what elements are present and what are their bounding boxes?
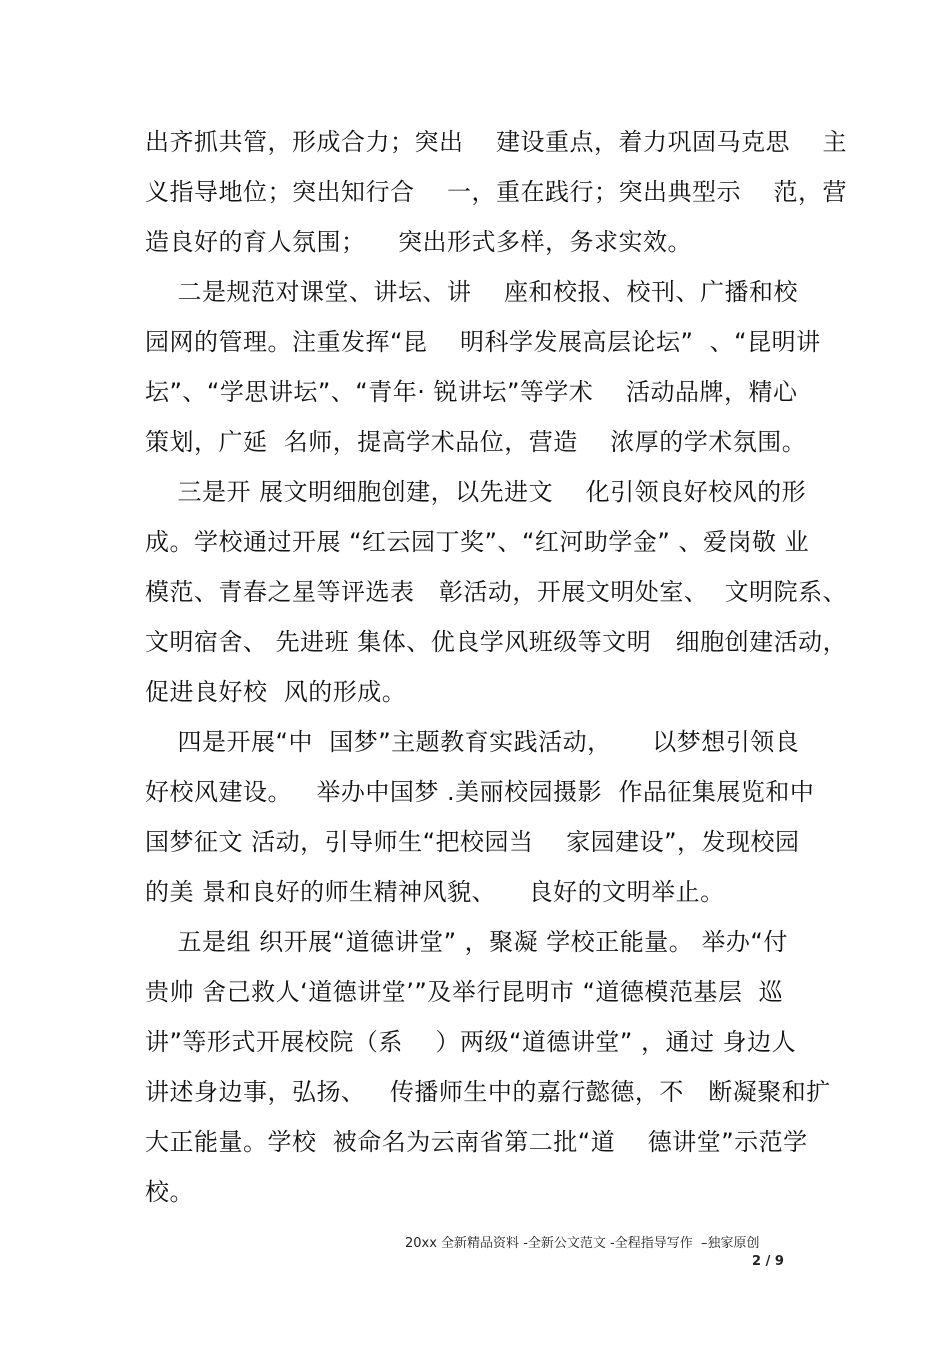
body-text-line: 四是开展“中 国梦”主题教育实践活动， 以梦想引领良 <box>145 728 800 756</box>
body-text-line: 三是开 展文明细胞创建，以先进文 化引领良好校风的形 <box>145 478 807 506</box>
body-text-line: 五是组 织开展“道德讲堂” ，聚凝 学校正能量。 举办“付 <box>145 928 788 956</box>
body-text-line: 贵帅 舍己救人‘道德讲堂’”及举行昆明市 “道德模范基层 巡 <box>145 978 784 1006</box>
body-text-line: 文明宿舍、 先进班 集体、优良学风班级等文明 细胞创建活动， <box>145 628 848 656</box>
body-text-line: 校。 <box>145 1178 194 1206</box>
body-text-line: 园网的管理。注重发挥“昆 明科学发展高层论坛” 、“昆明讲 <box>145 328 821 356</box>
body-text-line: 二是规范对课堂、讲坛、讲 座和校报、校刊、广播和校 <box>145 278 799 306</box>
body-text-line: 的美 景和良好的师生精神风貌、 良好的文明举止。 <box>145 878 725 906</box>
body-text-line: 好校风建设。 举办中国梦 .美丽校园摄影 作品征集展览和中 <box>145 778 815 806</box>
page-number: 2 / 9 <box>752 1254 784 1269</box>
body-text-line: 出齐抓共管，形成合力；突出 建设重点，着力巩固马克思 主 <box>145 128 848 156</box>
body-text-line: 坛”、“学思讲坛”、“青年· 锐讲坛”等学术 活动品牌，精心 <box>145 378 798 406</box>
page-footer-text: 20xx 全新精品资料 -全新公文范文 -全程指导写作 –独家原创 <box>405 1236 760 1251</box>
body-text-line: 讲述身边事，弘扬、 传播师生中的嘉行懿德，不 断凝聚和扩 <box>145 1078 831 1106</box>
body-text-line: 义指导地位；突出知行合 一，重在践行；突出典型示 范，营 <box>145 178 848 206</box>
body-text-line: 大正能量。学校 被命名为云南省第二批“道 德讲堂”示范学 <box>145 1128 808 1156</box>
body-text-line: 模范、青春之星等评选表 彰活动，开展文明处室、 文明院系、 <box>145 578 848 606</box>
body-text-line: 讲”等形式开展校院（系 ）两级“道德讲堂” ，通过 身边人 <box>145 1028 797 1056</box>
body-text-line: 促进良好校 风的形成。 <box>145 678 407 706</box>
body-text-line: 策划，广延 名师，提高学术品位，营造 浓厚的学术氛围。 <box>145 428 807 456</box>
body-text-line: 成。学校通过开展 “红云园丁奖”、“红河助学金” 、爱岗敬 业 <box>145 528 810 556</box>
body-text-line: 国梦征文 活动，引导师生“把校园当 家园建设”，发现校园 <box>145 828 800 856</box>
body-text-line: 造良好的育人氛围； 突出形式多样，务求实效。 <box>145 228 693 256</box>
